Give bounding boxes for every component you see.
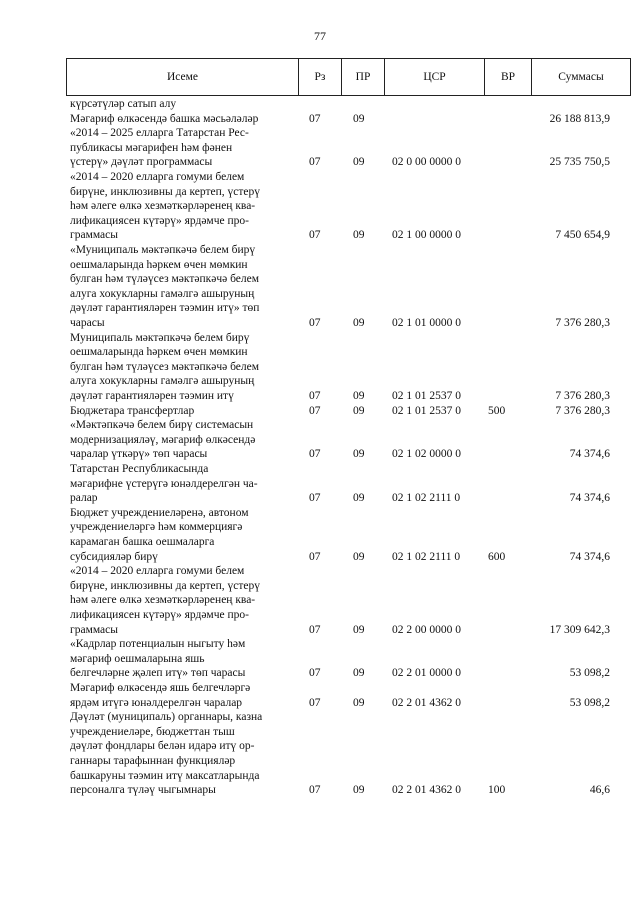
table-row xyxy=(0,418,640,462)
row-name-line: белгечләрне җәлеп итү» төп чарасы xyxy=(70,667,246,680)
row-vr: 500 xyxy=(488,404,506,417)
row-vr: 100 xyxy=(488,784,506,797)
row-name-line: чаралар үткәрү» төп чарасы xyxy=(70,448,208,461)
row-name-line: дәүләт гарантияләрен тәэмин итү» төп xyxy=(70,302,260,315)
row-csr: 02 2 01 4362 0 xyxy=(392,696,461,709)
table-row xyxy=(0,170,640,243)
row-rz: 07 xyxy=(309,404,321,417)
table-row xyxy=(0,112,640,127)
row-name-line: Мәгариф өлкәсендә башка мәсьәләләр xyxy=(70,112,259,125)
header-rz: Рз xyxy=(314,71,326,83)
row-rz: 07 xyxy=(309,156,321,169)
row-rz: 07 xyxy=(309,448,321,461)
row-name-line: «2014 – 2020 елларга гомуми белем xyxy=(70,171,245,183)
table-header xyxy=(66,58,631,96)
row-name-line: мәгариф оешмаларына яшь xyxy=(70,652,205,665)
row-name-line: лификациясен күтәрү» ярдәмче про- xyxy=(70,608,249,621)
row-name xyxy=(70,564,292,637)
row-name xyxy=(70,97,292,112)
row-pr: 09 xyxy=(353,492,365,505)
row-name-line: мәгарифне үстерүгә юнәлдерелгән ча- xyxy=(70,477,258,490)
row-name-line: ганнары тарафыннан функцияләр xyxy=(70,754,236,767)
row-name xyxy=(70,126,292,170)
row-pr: 09 xyxy=(353,404,365,417)
row-vr: 600 xyxy=(488,550,506,563)
row-sum: 53 098,2 xyxy=(569,696,610,709)
row-name xyxy=(70,710,292,798)
table-row xyxy=(0,243,640,331)
row-rz: 07 xyxy=(309,229,321,242)
row-rz: 07 xyxy=(309,784,321,797)
row-name-line: дәүләт фондлары белән идарә итү ор- xyxy=(70,740,255,753)
row-rz: 07 xyxy=(309,389,321,402)
row-name-line: Бюджет учреждениеләренә, автоном xyxy=(70,506,249,519)
row-sum: 74 374,6 xyxy=(569,550,610,563)
row-name-line: граммасы xyxy=(70,623,118,636)
row-name-line: персоналга түләү чыгымнары xyxy=(70,784,216,797)
row-pr: 09 xyxy=(353,696,365,709)
row-sum: 53 098,2 xyxy=(569,667,610,680)
row-rz: 07 xyxy=(309,112,321,125)
row-csr: 02 1 01 2537 0 xyxy=(392,389,461,402)
row-name xyxy=(70,637,292,681)
row-rz: 07 xyxy=(309,492,321,505)
row-sum: 17 309 642,3 xyxy=(549,623,610,636)
table-row xyxy=(0,637,640,681)
row-name-line: Бюджетара трансфертлар xyxy=(70,404,195,417)
row-sum: 7 376 280,3 xyxy=(555,389,610,402)
row-csr: 02 1 02 2111 0 xyxy=(392,550,461,563)
row-csr: 02 2 00 0000 0 xyxy=(392,623,461,636)
table-row xyxy=(0,126,640,170)
row-pr: 09 xyxy=(353,156,365,169)
row-name-line: субсидияләр бирү xyxy=(70,550,158,563)
row-name-line: «Мәктәпкәчә белем бирү системасын xyxy=(70,419,254,432)
row-name-line: учреждениеләре, бюджеттан тыш xyxy=(70,725,235,738)
row-name-line: модернизацияләү, мәгариф өлкәсендә xyxy=(70,433,256,446)
header-vr: ВР xyxy=(500,71,516,83)
row-name-line: граммасы xyxy=(70,229,118,242)
row-name-line: оешмаларында һәркем өчен мөмкин xyxy=(70,346,248,359)
row-name-line: һәм әлеге өлкә хезмәткәрләренең ква- xyxy=(70,200,256,213)
table-row xyxy=(0,564,640,637)
row-pr: 09 xyxy=(353,667,365,680)
row-rz: 07 xyxy=(309,623,321,636)
row-name-line: Мәгариф өлкәсендә яшь белгечләргә xyxy=(70,682,251,694)
row-name-line: ярдәм итүгә юнәлдерелгән чаралар xyxy=(70,696,243,709)
row-pr: 09 xyxy=(353,389,365,402)
row-name xyxy=(70,170,292,243)
table-row xyxy=(0,462,640,506)
row-name-line: лификациясен күтәрү» ярдәмче про- xyxy=(70,214,249,227)
row-name-line: карамаган башка оешмаларга xyxy=(70,535,215,548)
row-name-line: булган һәм түләүсез мәктәпкәчә белем xyxy=(70,273,260,286)
row-name-line: оешмаларында һәркем өчен мөмкин xyxy=(70,258,248,271)
row-rz: 07 xyxy=(309,696,321,709)
row-csr: 02 2 01 4362 0 xyxy=(392,784,461,797)
row-rz: 07 xyxy=(309,550,321,563)
row-name-line: башкаруны тәэмин итү максатларында xyxy=(70,769,260,782)
row-csr: 02 1 02 0000 0 xyxy=(392,448,461,461)
table-row xyxy=(0,331,640,404)
row-rz: 07 xyxy=(309,317,321,329)
row-pr: 09 xyxy=(353,448,365,461)
row-name-line: «2014 – 2020 елларга гомуми белем xyxy=(70,565,245,578)
row-name-line: ралар xyxy=(70,492,98,505)
row-sum: 74 374,6 xyxy=(569,448,610,461)
row-name-line: бирүне, инклюзивны да кертеп, үстерү xyxy=(70,185,260,198)
row-name-line: «Кадрлар потенциалын ныгыту һәм xyxy=(70,638,246,651)
header-pr: ПР xyxy=(355,71,371,83)
row-pr: 09 xyxy=(353,784,365,797)
row-name-line: Муниципаль мәктәпкәчә белем бирү xyxy=(70,331,250,344)
row-name xyxy=(70,331,292,404)
row-name-line: учреждениеләргә һәм коммерциягә xyxy=(70,521,243,534)
table-row xyxy=(0,506,640,564)
header-sum: Суммасы xyxy=(558,71,604,83)
row-sum: 7 450 654,9 xyxy=(555,229,610,242)
row-sum: 26 188 813,9 xyxy=(549,112,610,125)
row-name-line: публикасы мәгарифен һәм фәнен xyxy=(70,141,233,154)
page-number: 77 xyxy=(314,29,326,43)
row-name-line: күрсәтүләр сатып алу xyxy=(70,98,177,110)
row-csr: 02 2 01 0000 0 xyxy=(392,667,461,680)
table-row xyxy=(0,97,640,112)
header-csr: ЦСР xyxy=(423,71,446,83)
row-name-line: «2014 – 2025 елларга Татарстан Рес- xyxy=(70,127,249,140)
row-csr: 02 1 00 0000 0 xyxy=(392,229,461,242)
row-pr: 09 xyxy=(353,623,365,636)
row-name-line: Дәүләт (муниципаль) органнары, казна xyxy=(70,711,263,724)
row-name xyxy=(70,112,292,127)
row-sum: 74 374,6 xyxy=(569,492,610,505)
row-name-line: Татарстан Республикасында xyxy=(70,463,209,475)
row-name-line: үстерү» дәүләт программасы xyxy=(70,156,213,169)
row-name-line: дәүләт гарантияләрен тәэмин итү xyxy=(70,389,234,402)
row-name-line: һәм әлеге өлкә хезмәткәрләренең ква- xyxy=(70,594,256,607)
row-name-line: «Муниципаль мәктәпкәчә белем бирү xyxy=(70,244,256,256)
row-pr: 09 xyxy=(353,317,365,329)
row-sum: 25 735 750,5 xyxy=(549,156,610,169)
table-row xyxy=(0,681,640,710)
row-rz: 07 xyxy=(309,667,321,680)
row-name xyxy=(70,506,292,564)
row-name-line: бирүне, инклюзивны да кертеп, үстерү xyxy=(70,579,260,592)
row-sum: 7 376 280,3 xyxy=(555,317,610,329)
row-sum: 7 376 280,3 xyxy=(555,404,610,417)
table-row xyxy=(0,710,640,798)
header-name: Исеме xyxy=(166,71,199,83)
row-name xyxy=(70,681,292,710)
row-sum: 46,6 xyxy=(589,784,610,797)
row-pr: 09 xyxy=(353,112,365,125)
row-name-line: булган һәм түләүсез мәктәпкәчә белем xyxy=(70,360,260,373)
row-pr: 09 xyxy=(353,229,365,242)
row-csr: 02 1 01 0000 0 xyxy=(392,317,461,329)
row-name xyxy=(70,418,292,462)
row-pr: 09 xyxy=(353,550,365,563)
row-name-line: алуга хокукларны гамәлгә ашыруның xyxy=(70,375,255,388)
table-row xyxy=(0,404,640,419)
row-name xyxy=(70,462,292,506)
row-name-line: алуга хокукларны гамәлгә ашыруның xyxy=(70,287,255,300)
row-name xyxy=(70,243,292,331)
row-csr: 02 0 00 0000 0 xyxy=(392,156,461,169)
row-name-line: чарасы xyxy=(70,316,105,329)
row-name xyxy=(70,404,292,419)
row-csr: 02 1 02 2111 0 xyxy=(392,492,461,505)
row-csr: 02 1 01 2537 0 xyxy=(392,404,461,417)
